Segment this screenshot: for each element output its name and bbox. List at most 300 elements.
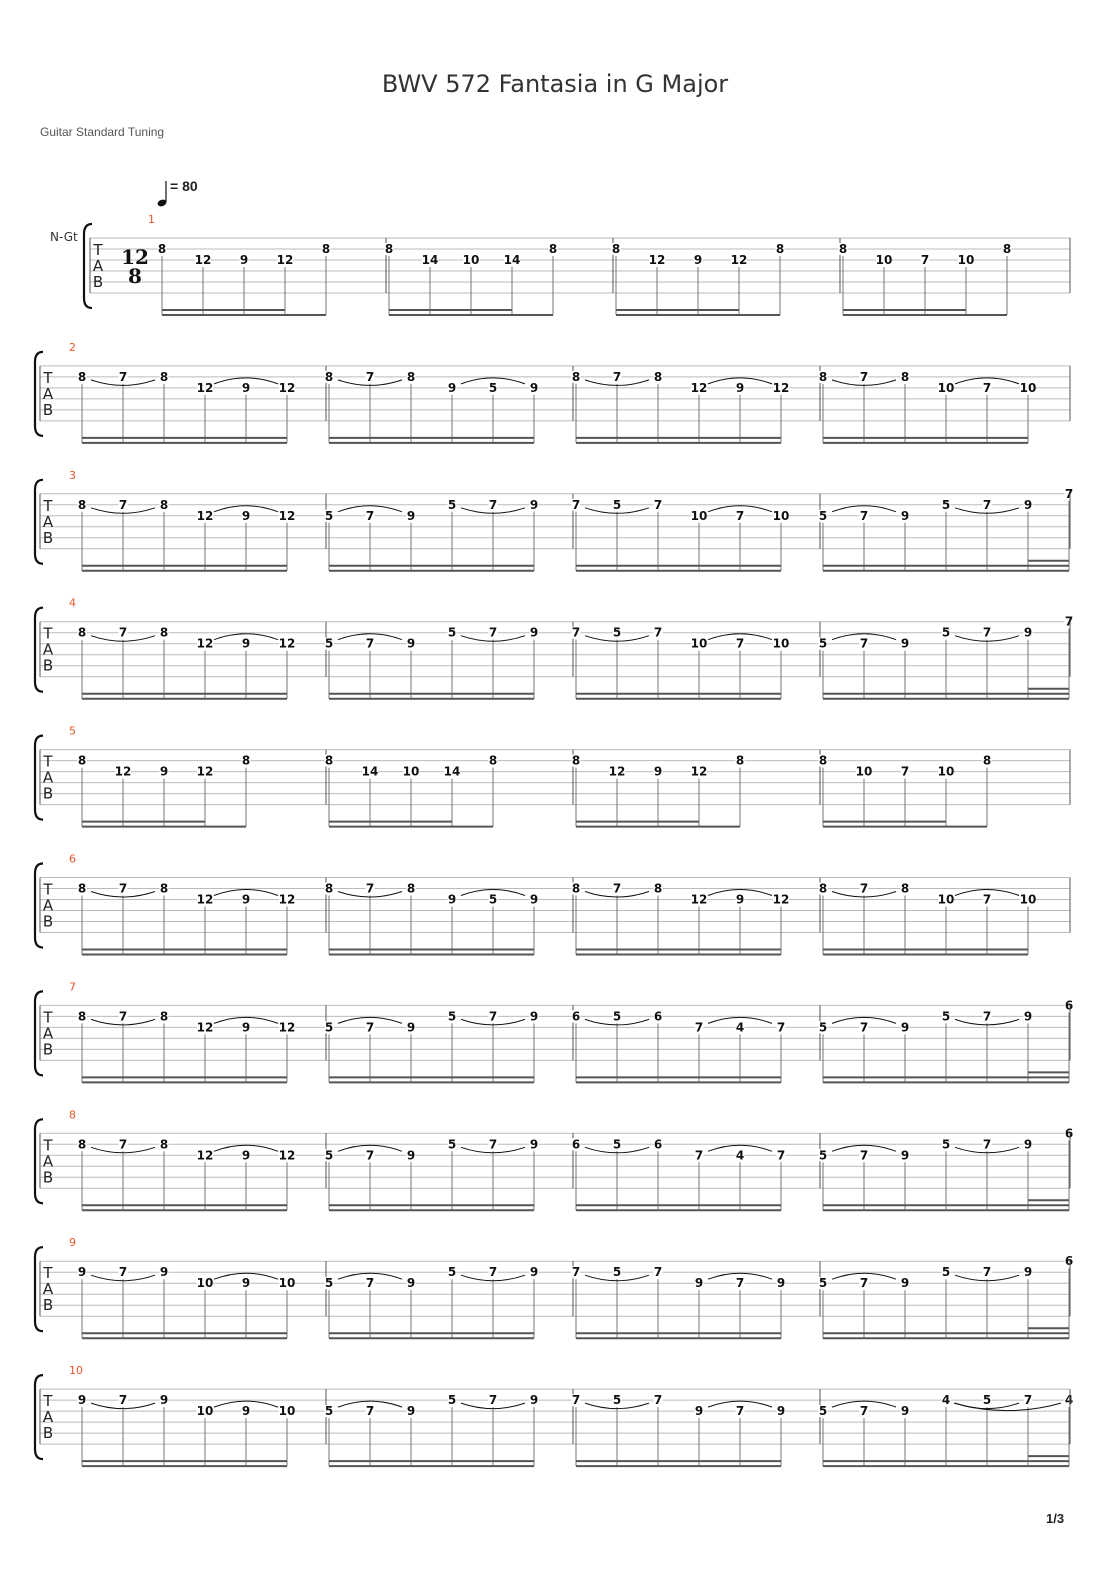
fret-number: 8 [735, 753, 745, 768]
fret-number: 8 [775, 242, 785, 256]
fret-number: 9 [77, 1265, 87, 1280]
measure-number: 7 [69, 980, 76, 994]
fret-number: 6 [1064, 998, 1074, 1013]
fret-number: 7 [1023, 1393, 1033, 1408]
tab-clef-letter: A [42, 768, 54, 787]
fret-number: 9 [1023, 1137, 1033, 1152]
fret-number: 7 [653, 497, 663, 512]
fret-number: 9 [735, 892, 745, 907]
measure-number: 10 [69, 1364, 83, 1378]
fret-number: 8 [571, 881, 581, 896]
fret-number: 7 [982, 497, 992, 512]
fret-number: 5 [941, 1265, 951, 1280]
fret-number: 7 [118, 1009, 128, 1024]
tab-clef-letter: B [42, 784, 54, 803]
fret-number: 9 [529, 380, 539, 395]
fret-number: 9 [241, 636, 251, 651]
fret-number: 8 [818, 881, 828, 896]
fret-number: 7 [365, 1148, 375, 1163]
tab-clef-letter: B [42, 656, 54, 675]
tuning-label: Guitar Standard Tuning [40, 125, 165, 139]
fret-number: 10 [196, 1404, 214, 1419]
fret-number: 7 [488, 1137, 498, 1152]
fret-number: 9 [529, 1393, 539, 1408]
tab-clef-letter: T [43, 880, 53, 899]
fret-number: 4 [1064, 1393, 1074, 1408]
fret-number: 9 [447, 380, 457, 395]
fret-number: 5 [818, 1404, 828, 1419]
tab-clef-letter: A [42, 1408, 54, 1427]
tempo-value: = 80 [170, 178, 198, 194]
fret-number: 7 [118, 1393, 128, 1408]
fret-number: 7 [982, 1137, 992, 1152]
fret-number: 8 [77, 1009, 87, 1024]
fret-number: 7 [982, 380, 992, 395]
fret-number: 8 [982, 753, 992, 768]
fret-number: 8 [159, 1009, 169, 1024]
fret-number: 12 [196, 380, 214, 395]
system-bracket [35, 991, 43, 1075]
tab-clef-letter: A [42, 512, 54, 531]
fret-number: 12 [730, 253, 748, 267]
tab-clef-letter: T [43, 624, 53, 643]
fret-number: 5 [447, 1393, 457, 1408]
fret-number: 7 [365, 508, 375, 523]
tab-clef-letter: A [42, 1152, 54, 1171]
fret-number: 9 [406, 1148, 416, 1163]
system-bracket [35, 1375, 43, 1459]
system-bracket [35, 608, 43, 692]
fret-number: 9 [77, 1393, 87, 1408]
fret-number: 7 [571, 1393, 581, 1408]
fret-number: 9 [241, 892, 251, 907]
fret-number: 9 [693, 253, 703, 267]
fret-number: 9 [1023, 1009, 1033, 1024]
fret-number: 8 [611, 242, 621, 256]
fret-number: 7 [776, 1020, 786, 1035]
tab-clef-letter: A [42, 640, 54, 659]
fret-number: 8 [321, 242, 331, 256]
fret-number: 7 [488, 1393, 498, 1408]
fret-number: 7 [694, 1020, 704, 1035]
fret-number: 14 [443, 764, 461, 779]
fret-number: 5 [818, 1020, 828, 1035]
fret-number: 8 [159, 497, 169, 512]
fret-number: 8 [653, 369, 663, 384]
fret-number: 14 [421, 253, 439, 267]
fret-number: 12 [196, 508, 214, 523]
fret-number: 10 [937, 764, 955, 779]
fret-number: 5 [324, 508, 334, 523]
tab-clef-letter: A [42, 1024, 54, 1043]
fret-number: 7 [118, 369, 128, 384]
fret-number: 9 [529, 1137, 539, 1152]
fret-number: 5 [982, 1393, 992, 1408]
fret-number: 5 [612, 1137, 622, 1152]
fret-number: 6 [1064, 1126, 1074, 1141]
fret-number: 7 [118, 1265, 128, 1280]
fret-number: 12 [114, 764, 132, 779]
fret-number: 8 [406, 369, 416, 384]
fret-number: 12 [278, 1020, 296, 1035]
fret-number: 7 [859, 1148, 869, 1163]
fret-number: 8 [159, 1137, 169, 1152]
fret-number: 8 [384, 242, 394, 256]
fret-number: 7 [612, 881, 622, 896]
fret-number: 7 [859, 881, 869, 896]
fret-number: 9 [241, 1020, 251, 1035]
fret-number: 7 [982, 1009, 992, 1024]
tab-system-9 [35, 1236, 1074, 1338]
fret-number: 5 [941, 625, 951, 640]
fret-number: 12 [690, 764, 708, 779]
fret-number: 9 [529, 497, 539, 512]
measure-number: 8 [69, 1108, 76, 1122]
system-bracket [35, 1119, 43, 1203]
tab-clef-letter: B [42, 1168, 54, 1187]
fret-number: 6 [653, 1009, 663, 1024]
measure-number: 2 [69, 340, 76, 354]
fret-number: 5 [447, 1137, 457, 1152]
fret-number: 4 [735, 1020, 745, 1035]
fret-number: 5 [324, 1404, 334, 1419]
fret-number: 9 [694, 1276, 704, 1291]
tab-clef-letter: B [42, 400, 54, 419]
fret-number: 12 [690, 892, 708, 907]
fret-number: 7 [982, 625, 992, 640]
tab-clef-letter: T [43, 1136, 53, 1155]
system-bracket [35, 864, 43, 948]
fret-number: 10 [937, 892, 955, 907]
fret-number: 5 [612, 1265, 622, 1280]
fret-number: 7 [365, 1020, 375, 1035]
fret-number: 6 [571, 1137, 581, 1152]
fret-number: 5 [488, 380, 498, 395]
fret-number: 9 [159, 1393, 169, 1408]
fret-number: 7 [118, 881, 128, 896]
tab-clef-letter: B [42, 1424, 54, 1443]
fret-number: 9 [900, 508, 910, 523]
measure-number: 5 [69, 724, 76, 738]
fret-number: 8 [159, 625, 169, 640]
fret-number: 6 [653, 1137, 663, 1152]
fret-number: 7 [612, 369, 622, 384]
fret-number: 8 [653, 881, 663, 896]
tab-clef-letter: B [42, 1296, 54, 1315]
fret-number: 7 [859, 1020, 869, 1035]
fret-number: 5 [447, 1265, 457, 1280]
fret-number: 12 [772, 380, 790, 395]
fret-number: 5 [818, 1276, 828, 1291]
tab-clef-letter: B [42, 1040, 54, 1059]
fret-number: 5 [612, 625, 622, 640]
fret-number: 5 [941, 1009, 951, 1024]
fret-number: 8 [900, 881, 910, 896]
fret-number: 12 [276, 253, 294, 267]
fret-number: 9 [529, 1265, 539, 1280]
fret-number: 12 [278, 892, 296, 907]
fret-number: 5 [324, 1020, 334, 1035]
fret-number: 10 [957, 253, 975, 267]
fret-number: 9 [406, 636, 416, 651]
fret-number: 9 [406, 508, 416, 523]
fret-number: 7 [365, 369, 375, 384]
fret-number: 10 [402, 764, 420, 779]
fret-number: 7 [488, 1265, 498, 1280]
fret-number: 8 [77, 881, 87, 896]
fret-number: 7 [365, 881, 375, 896]
fret-number: 12 [278, 636, 296, 651]
measure-number: 3 [69, 468, 76, 482]
fret-number: 12 [196, 1148, 214, 1163]
fret-number: 7 [365, 1276, 375, 1291]
fret-number: 9 [529, 1009, 539, 1024]
fret-number: 8 [77, 625, 87, 640]
fret-number: 9 [735, 380, 745, 395]
system-bracket [84, 224, 92, 308]
fret-number: 9 [529, 625, 539, 640]
fret-number: 9 [241, 508, 251, 523]
fret-number: 8 [324, 881, 334, 896]
fret-number: 6 [571, 1009, 581, 1024]
fret-number: 12 [648, 253, 666, 267]
fret-number: 8 [324, 369, 334, 384]
fret-number: 7 [900, 764, 910, 779]
fret-number: 7 [859, 636, 869, 651]
tab-clef-letter: T [43, 368, 53, 387]
fret-number: 7 [735, 1404, 745, 1419]
fret-number: 7 [653, 1393, 663, 1408]
fret-number: 9 [776, 1276, 786, 1291]
fret-number: 12 [194, 253, 212, 267]
tab-system-3 [35, 469, 1074, 571]
fret-number: 7 [488, 625, 498, 640]
fret-number: 7 [735, 508, 745, 523]
fret-number: 5 [447, 497, 457, 512]
fret-number: 5 [818, 636, 828, 651]
tab-clef-letter: A [42, 1280, 54, 1299]
fret-number: 10 [690, 636, 708, 651]
fret-number: 9 [1023, 1265, 1033, 1280]
fret-number: 12 [690, 380, 708, 395]
fret-number: 12 [278, 380, 296, 395]
fret-number: 12 [772, 892, 790, 907]
fret-number: 7 [118, 625, 128, 640]
fret-number: 5 [941, 1137, 951, 1152]
fret-number: 5 [612, 497, 622, 512]
fret-number: 5 [818, 1148, 828, 1163]
fret-number: 7 [982, 1265, 992, 1280]
tab-clef-letter: A [42, 896, 54, 915]
tab-clef-letter: A [42, 384, 54, 403]
fret-number: 9 [406, 1404, 416, 1419]
fret-number: 7 [982, 892, 992, 907]
fret-number: 7 [920, 253, 930, 267]
fret-number: 8 [157, 242, 167, 256]
system-bracket [35, 736, 43, 820]
fret-number: 8 [241, 753, 251, 768]
fret-number: 9 [447, 892, 457, 907]
fret-number: 5 [447, 625, 457, 640]
fret-number: 14 [503, 253, 521, 267]
tab-clef-letter: T [43, 1392, 53, 1411]
fret-number: 4 [941, 1393, 951, 1408]
fret-number: 9 [776, 1404, 786, 1419]
fret-number: 9 [900, 1148, 910, 1163]
fret-number: 5 [612, 1393, 622, 1408]
tab-clef-letter: A [92, 257, 104, 275]
fret-number: 8 [159, 881, 169, 896]
fret-number: 9 [241, 1148, 251, 1163]
page-number: 1/3 [1046, 1511, 1065, 1526]
fret-number: 8 [571, 369, 581, 384]
fret-number: 7 [859, 1276, 869, 1291]
fret-number: 9 [159, 1265, 169, 1280]
fret-number: 9 [900, 636, 910, 651]
fret-number: 9 [406, 1276, 416, 1291]
tab-system-4 [35, 597, 1074, 699]
fret-number: 8 [159, 369, 169, 384]
tab-system-10 [35, 1364, 1074, 1466]
fret-number: 8 [77, 1137, 87, 1152]
fret-number: 6 [1064, 1254, 1074, 1269]
fret-number: 9 [241, 1404, 251, 1419]
fret-number: 10 [772, 636, 790, 651]
system-bracket [35, 1247, 43, 1331]
fret-number: 10 [875, 253, 893, 267]
fret-number: 9 [900, 1276, 910, 1291]
fret-number: 8 [77, 497, 87, 512]
tab-system-2 [35, 341, 1070, 443]
time-signature-top: 12 [121, 245, 149, 269]
fret-number: 9 [1023, 497, 1033, 512]
fret-number: 10 [278, 1404, 296, 1419]
fret-number: 7 [488, 1009, 498, 1024]
fret-number: 8 [818, 369, 828, 384]
instrument-label: N-Gt [50, 230, 78, 244]
fret-number: 7 [653, 625, 663, 640]
fret-number: 8 [818, 753, 828, 768]
fret-number: 10 [196, 1276, 214, 1291]
fret-number: 5 [818, 508, 828, 523]
fret-number: 7 [118, 497, 128, 512]
fret-number: 12 [196, 892, 214, 907]
fret-number: 8 [406, 881, 416, 896]
tab-clef-letter: B [42, 528, 54, 547]
fret-number: 7 [571, 1265, 581, 1280]
fret-number: 10 [1019, 380, 1037, 395]
fret-number: 10 [1019, 892, 1037, 907]
tab-clef-letter: B [92, 273, 104, 291]
fret-number: 7 [776, 1148, 786, 1163]
fret-number: 10 [937, 380, 955, 395]
tab-clef-letter: T [43, 1008, 53, 1027]
fret-number: 12 [278, 508, 296, 523]
fret-number: 7 [571, 625, 581, 640]
fret-number: 7 [859, 1404, 869, 1419]
fret-number: 7 [571, 497, 581, 512]
tab-clef-letter: B [42, 912, 54, 931]
fret-number: 8 [488, 753, 498, 768]
fret-number: 7 [859, 369, 869, 384]
fret-number: 10 [855, 764, 873, 779]
fret-number: 10 [462, 253, 480, 267]
score-title: BWV 572 Fantasia in G Major [381, 70, 729, 98]
fret-number: 8 [77, 753, 87, 768]
measure-number: 1 [148, 213, 155, 226]
fret-number: 9 [529, 892, 539, 907]
tab-system-5 [35, 725, 1070, 827]
system-bracket [35, 352, 43, 436]
fret-number: 7 [1064, 486, 1074, 501]
measure-number: 4 [69, 596, 76, 610]
fret-number: 12 [278, 1148, 296, 1163]
fret-number: 9 [239, 253, 249, 267]
fret-number: 9 [241, 1276, 251, 1291]
fret-number: 12 [608, 764, 626, 779]
fret-number: 5 [488, 892, 498, 907]
fret-number: 7 [859, 508, 869, 523]
fret-number: 5 [324, 1148, 334, 1163]
fret-number: 9 [900, 1020, 910, 1035]
system-bracket [35, 480, 43, 564]
fret-number: 9 [159, 764, 169, 779]
fret-number: 7 [735, 636, 745, 651]
tab-system-1 [50, 213, 1070, 315]
fret-number: 7 [694, 1148, 704, 1163]
fret-number: 5 [612, 1009, 622, 1024]
fret-number: 7 [365, 636, 375, 651]
fret-number: 9 [241, 380, 251, 395]
fret-number: 7 [488, 497, 498, 512]
fret-number: 5 [324, 1276, 334, 1291]
tab-clef-letter: T [43, 496, 53, 515]
fret-number: 10 [772, 508, 790, 523]
measure-number: 6 [69, 852, 76, 866]
tab-clef-letter: T [93, 241, 103, 259]
fret-number: 8 [548, 242, 558, 256]
fret-number: 9 [1023, 625, 1033, 640]
fret-number: 8 [838, 242, 848, 256]
fret-number: 12 [196, 764, 214, 779]
fret-number: 7 [365, 1404, 375, 1419]
fret-number: 12 [196, 1020, 214, 1035]
tab-clef-letter: T [43, 1264, 53, 1283]
measure-number: 9 [69, 1236, 76, 1250]
fret-number: 8 [77, 369, 87, 384]
fret-number: 8 [324, 753, 334, 768]
fret-number: 9 [406, 1020, 416, 1035]
fret-number: 10 [690, 508, 708, 523]
fret-number: 12 [196, 636, 214, 651]
fret-number: 14 [361, 764, 379, 779]
fret-number: 4 [735, 1148, 745, 1163]
fret-number: 5 [941, 497, 951, 512]
fret-number: 5 [324, 636, 334, 651]
fret-number: 8 [900, 369, 910, 384]
fret-number: 5 [447, 1009, 457, 1024]
tab-system-8 [35, 1108, 1074, 1210]
tab-clef-letter: T [43, 752, 53, 771]
time-signature-bottom: 8 [128, 264, 142, 288]
fret-number: 9 [653, 764, 663, 779]
fret-number: 10 [278, 1276, 296, 1291]
fret-number: 9 [694, 1404, 704, 1419]
fret-number: 9 [900, 1404, 910, 1419]
tab-system-6 [35, 853, 1070, 955]
fret-number: 7 [118, 1137, 128, 1152]
fret-number: 7 [735, 1276, 745, 1291]
